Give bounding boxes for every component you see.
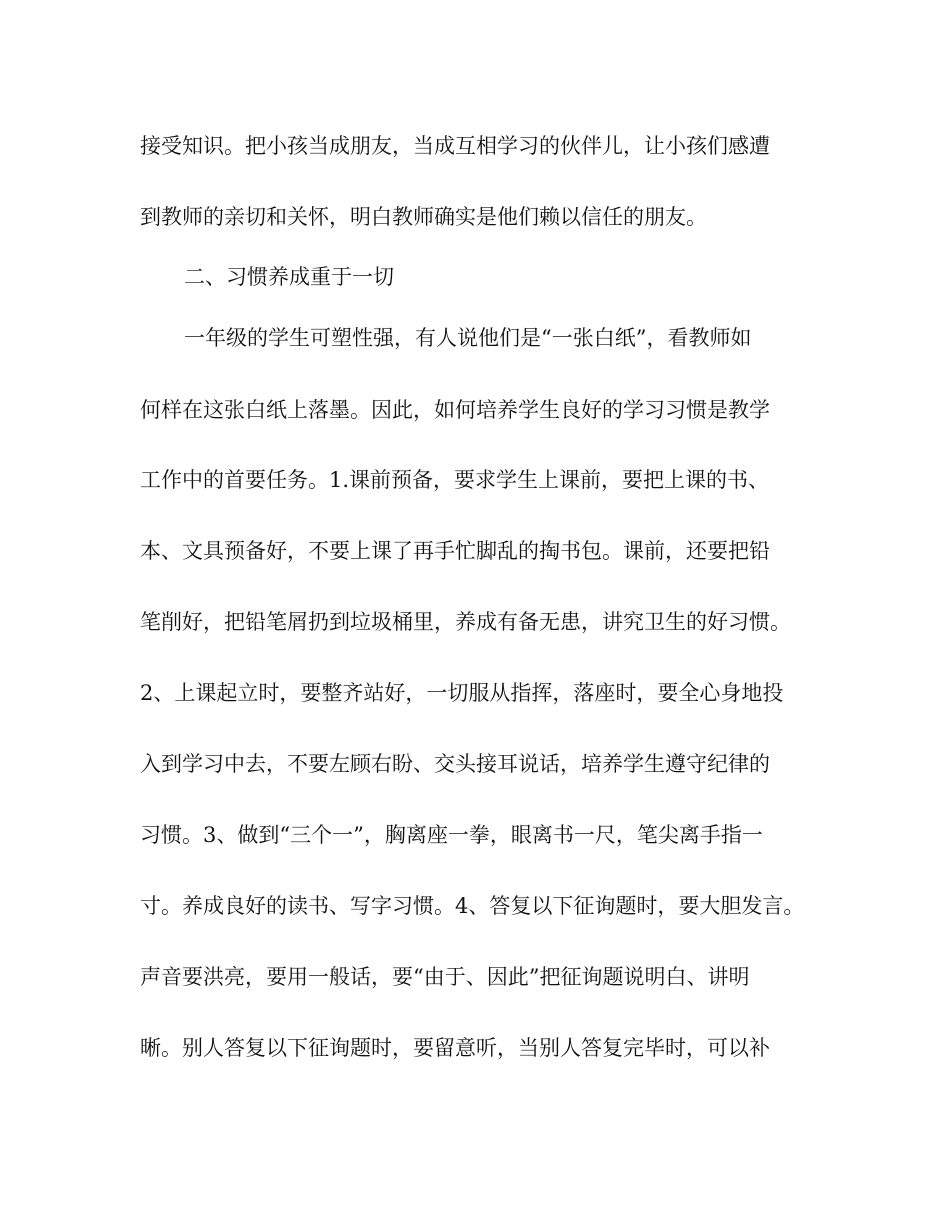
text-line-1: 接受知识。把小孩当成朋友，当成互相学习的伙伴儿，让小孩们感遭 [140, 134, 770, 158]
text-line-14: 晰。别人答复以下征询题时，要留意听，当别人答复完毕时，可以补 [140, 1036, 770, 1060]
text-line-6: 工作中的首要任务。1.课前预备，要求学生上课前，要把上课的书、 [140, 468, 770, 492]
text-line-13: 声音要洪亮，要用一般话，要“由于、因此”把征询题说明白、讲明 [140, 965, 750, 989]
section-heading: 二、习惯养成重于一切 [184, 265, 394, 289]
text-line-4: 一年级的学生可塑性强，有人说他们是“一张白纸”，看教师如 [184, 326, 752, 350]
text-line-5: 何样在这张白纸上落墨。因此，如何培养学生良好的学习习惯是教学 [140, 398, 770, 422]
text-line-11: 习惯。3、做到“三个一”，胸离座一拳，眼离书一尺，笔尖离手指一 [140, 823, 763, 847]
text-line-9: 2、上课起立时，要整齐站好，一切服从指挥，落座时，要全心身地投 [140, 681, 784, 705]
text-line-12: 寸。养成良好的读书、写字习惯。4、答复以下征询题时，要大胆发言。 [140, 894, 805, 918]
text-line-10: 入到学习中去，不要左顾右盼、交头接耳说话，培养学生遵守纪律的 [140, 752, 770, 776]
text-line-7: 本、文具预备好，不要上课了再手忙脚乱的掏书包。课前，还要把铅 [140, 539, 770, 563]
text-line-8: 笔削好，把铅笔屑扔到垃圾桶里，养成有备无患，讲究卫生的好习惯。 [140, 610, 791, 634]
text-line-2: 到教师的亲切和关怀，明白教师确实是他们赖以信任的朋友。 [140, 205, 707, 229]
